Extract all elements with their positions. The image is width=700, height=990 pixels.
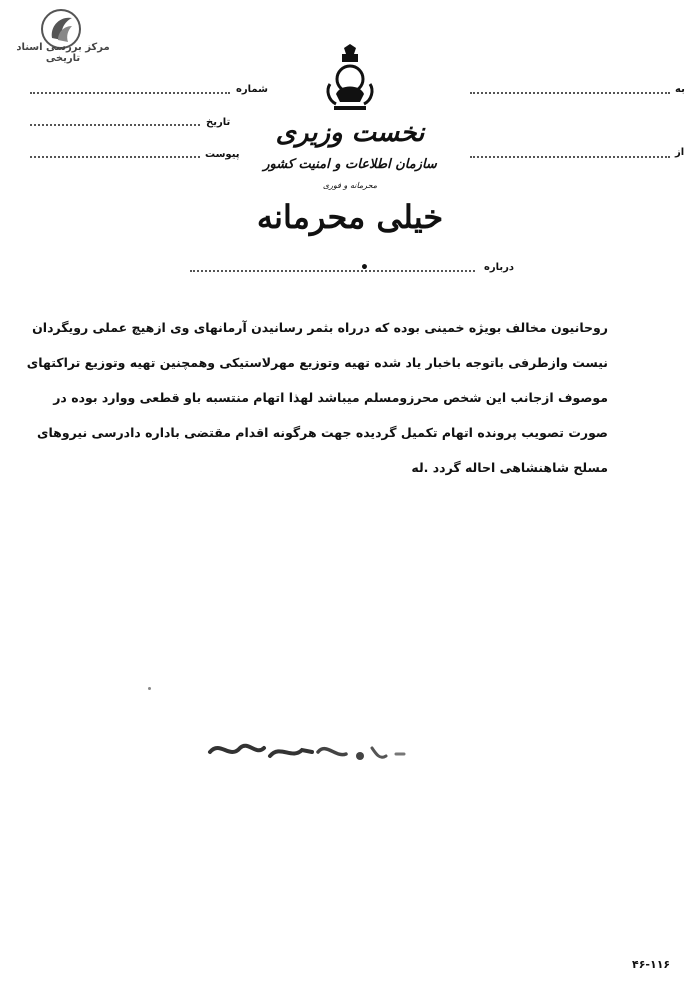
lion-and-sun-crown-emblem-icon [320, 44, 380, 114]
organization-title: سازمان اطلاعات و امنیت کشور [263, 157, 437, 172]
body-line-5: مسلح شاهنشاهی احاله گردد .له [411, 460, 608, 475]
body-line-1: روحانیون مخالف بویژه خمینی بوده که درراه بثمر رسانیدن آرمانهای وی ازهیچ عملی رویگردان [32, 320, 608, 335]
letter-body [20, 310, 608, 485]
date-label: تاریخ [206, 117, 231, 128]
handling-note: محرمانه و فوری [322, 181, 378, 190]
number-label: شماره [236, 84, 268, 95]
subject-dotted-line [190, 270, 475, 272]
subject-bullet: • [360, 260, 369, 276]
subject-label: درباره [484, 262, 515, 273]
to-label: به [675, 84, 685, 95]
to-dotted-line [470, 92, 670, 94]
attachment-dotted-line [30, 156, 200, 158]
ministry-title: نخست وزیری [275, 118, 425, 148]
document-code: ۴۶-۱۱۶ [632, 958, 671, 971]
from-dotted-line [470, 156, 670, 158]
body-line-2: نیست وازطرفی باتوجه باخبار یاد شده تهیه وتوزیع مهرلاستیکی وهمچنین تهیه وتوزیع تراکتهای [26, 355, 608, 370]
from-label: از [675, 147, 685, 158]
attachment-label: پیوست [205, 149, 240, 160]
handwritten-signature [200, 730, 420, 780]
number-dotted-line [30, 92, 230, 94]
body-line-3: موصوف ازجانب این شخص محرزومسلم میباشد لهذا اتهام منتسبه باو قطعی ووارد بوده در [53, 390, 608, 405]
date-dotted-line [30, 124, 200, 126]
body-line-4: صورت تصویب پرونده اتهام تکمیل گردیده جهت هرگونه اقدام مقتضی باداره دادرسی نیروهای [37, 425, 608, 440]
classification-stamp: خیلی محرمانه [256, 198, 444, 236]
archive-watermark-text: مرکز بررسی اسناد تاریخی [16, 42, 110, 64]
paper-speck [148, 687, 151, 690]
